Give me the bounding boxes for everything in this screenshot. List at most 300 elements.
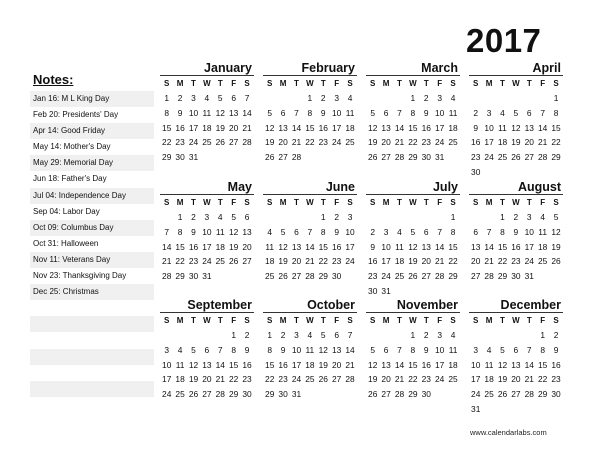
day-cell: 14 bbox=[291, 122, 302, 133]
empty-cell bbox=[509, 91, 522, 106]
day-cell: 19 bbox=[408, 256, 418, 267]
empty-cell bbox=[290, 210, 303, 225]
day-cell: 10 bbox=[434, 107, 445, 118]
note-item bbox=[30, 397, 154, 413]
day-cell: 26 bbox=[511, 152, 521, 163]
weekday-header: S bbox=[553, 316, 559, 325]
day-cell: 2 bbox=[244, 330, 250, 340]
weekday-header: T bbox=[526, 198, 532, 207]
day-cell: 6 bbox=[334, 330, 339, 340]
day-cell: 11 bbox=[215, 226, 225, 237]
day-cell: 15 bbox=[497, 241, 508, 252]
day-cell: 29 bbox=[551, 152, 561, 163]
day-cell: 24 bbox=[162, 389, 172, 400]
day-cell: 15 bbox=[551, 122, 561, 133]
note-item: Jul 04: Independence Day bbox=[30, 188, 154, 204]
day-cell: 28 bbox=[434, 271, 445, 282]
day-cell: 29 bbox=[408, 152, 418, 163]
month-name: January bbox=[204, 61, 252, 75]
day-cell: 7 bbox=[164, 226, 170, 237]
day-cell: 13 bbox=[381, 122, 391, 133]
weekday-header: T bbox=[526, 316, 532, 325]
day-cell: 11 bbox=[448, 344, 458, 355]
day-cell: 12 bbox=[318, 344, 328, 355]
day-cell: 8 bbox=[500, 226, 505, 237]
empty-cell bbox=[366, 91, 379, 106]
day-cell: 5 bbox=[191, 344, 196, 355]
day-cell: 10 bbox=[345, 226, 355, 237]
day-cell: 4 bbox=[397, 226, 402, 237]
day-cell: 12 bbox=[408, 241, 418, 252]
day-cell: 6 bbox=[383, 107, 389, 118]
weekday-header: T bbox=[191, 198, 196, 207]
day-cell: 15 bbox=[228, 359, 239, 370]
day-cell: 17 bbox=[524, 241, 534, 252]
day-cell: 28 bbox=[242, 137, 252, 148]
day-cell: 11 bbox=[498, 122, 507, 133]
empty-cell bbox=[200, 328, 213, 343]
day-cell: 14 bbox=[345, 344, 355, 355]
weekday-header: S bbox=[347, 198, 353, 207]
weekday-header: T bbox=[397, 316, 402, 325]
day-cell: 14 bbox=[394, 122, 405, 133]
note-item bbox=[30, 300, 154, 316]
day-cell: 24 bbox=[381, 271, 391, 282]
day-cell: 26 bbox=[368, 152, 378, 163]
day-cell: 29 bbox=[448, 271, 458, 282]
month-november bbox=[366, 298, 460, 402]
empty-cell bbox=[187, 328, 200, 343]
day-cell: 26 bbox=[318, 374, 328, 385]
year-title: 2017 bbox=[466, 22, 542, 59]
weekday-header: F bbox=[231, 198, 237, 207]
day-cell: 24 bbox=[484, 152, 494, 163]
empty-cell bbox=[496, 91, 509, 106]
day-cell: 8 bbox=[410, 344, 416, 355]
day-cell: 7 bbox=[526, 344, 532, 355]
day-cell: 2 bbox=[553, 330, 559, 340]
day-cell: 8 bbox=[540, 344, 545, 355]
month-name: October bbox=[307, 298, 355, 312]
day-cell: 29 bbox=[175, 271, 185, 282]
day-cell: 25 bbox=[305, 374, 315, 385]
weekday-header: M bbox=[176, 198, 184, 207]
day-cell: 11 bbox=[484, 359, 494, 370]
day-cell: 21 bbox=[242, 122, 252, 133]
day-cell: 13 bbox=[381, 359, 391, 370]
day-cell: 9 bbox=[553, 344, 559, 355]
weekday-header: S bbox=[370, 316, 376, 325]
day-cell: 24 bbox=[345, 256, 355, 267]
day-cell: 7 bbox=[397, 107, 402, 118]
day-cell: 10 bbox=[291, 344, 302, 355]
day-cell: 3 bbox=[437, 330, 442, 340]
weekday-header: S bbox=[164, 198, 170, 207]
day-cell: 1 bbox=[320, 212, 326, 222]
empty-cell bbox=[536, 91, 549, 106]
weekday-header: W bbox=[512, 198, 520, 207]
day-cell: 3 bbox=[473, 344, 479, 355]
day-cell: 16 bbox=[318, 122, 328, 133]
weekday-header: S bbox=[267, 198, 273, 207]
weekday-header: F bbox=[334, 198, 340, 207]
footer-url[interactable]: www.calendarlabs.com bbox=[470, 428, 547, 437]
day-cell: 24 bbox=[434, 137, 445, 148]
day-cell: 29 bbox=[318, 271, 328, 282]
day-cell: 12 bbox=[188, 359, 199, 370]
day-cell: 16 bbox=[471, 137, 481, 148]
day-cell: 13 bbox=[471, 241, 481, 252]
day-cell: 18 bbox=[215, 241, 225, 252]
day-cell: 30 bbox=[368, 285, 378, 296]
weekday-header: T bbox=[217, 198, 223, 207]
day-cell: 10 bbox=[381, 241, 391, 252]
day-cell: 4 bbox=[486, 344, 492, 355]
day-cell: 2 bbox=[370, 226, 376, 237]
month-name: April bbox=[532, 61, 561, 75]
day-cell: 22 bbox=[408, 374, 418, 385]
empty-cell bbox=[263, 210, 276, 225]
day-cell: 3 bbox=[294, 330, 299, 340]
day-cell: 27 bbox=[331, 374, 342, 385]
day-cell: 2 bbox=[177, 93, 183, 103]
day-cell: 6 bbox=[473, 226, 479, 237]
weekday-header: S bbox=[473, 79, 479, 88]
day-cell: 20 bbox=[242, 241, 252, 252]
day-cell: 26 bbox=[408, 271, 418, 282]
day-cell: 17 bbox=[471, 374, 481, 385]
day-cell: 1 bbox=[540, 330, 545, 340]
day-cell: 5 bbox=[410, 226, 416, 237]
day-cell: 26 bbox=[265, 152, 275, 163]
day-cell: 9 bbox=[370, 241, 376, 252]
day-cell: 17 bbox=[345, 241, 355, 252]
day-cell: 11 bbox=[305, 344, 315, 355]
month-name: February bbox=[301, 61, 355, 75]
day-cell: 27 bbox=[291, 271, 302, 282]
day-cell: 18 bbox=[497, 137, 508, 148]
empty-cell bbox=[160, 210, 173, 225]
day-cell: 21 bbox=[345, 359, 355, 370]
empty-cell bbox=[406, 210, 419, 225]
day-cell: 30 bbox=[471, 166, 481, 177]
weekday-header: S bbox=[164, 316, 170, 325]
day-cell: 7 bbox=[217, 344, 223, 355]
weekday-header: W bbox=[409, 79, 417, 88]
day-cell: 7 bbox=[294, 107, 299, 118]
day-cell: 14 bbox=[162, 241, 172, 252]
note-item: Oct 09: Columbus Day bbox=[30, 220, 154, 236]
day-cell: 3 bbox=[437, 93, 442, 103]
day-cell: 10 bbox=[331, 107, 342, 118]
day-cell: 23 bbox=[511, 256, 521, 267]
day-grid bbox=[366, 195, 460, 299]
day-cell: 13 bbox=[524, 122, 534, 133]
weekday-header: T bbox=[397, 198, 402, 207]
month-name: September bbox=[187, 298, 252, 312]
day-cell: 17 bbox=[434, 359, 445, 370]
empty-cell bbox=[160, 328, 173, 343]
day-cell: 11 bbox=[202, 107, 212, 118]
month-july bbox=[366, 180, 460, 299]
day-cell: 28 bbox=[291, 152, 302, 163]
day-grid bbox=[469, 76, 563, 180]
weekday-header: S bbox=[370, 79, 376, 88]
day-cell: 19 bbox=[188, 374, 199, 385]
day-cell: 19 bbox=[278, 256, 288, 267]
weekday-header: S bbox=[244, 316, 250, 325]
day-cell: 26 bbox=[551, 256, 561, 267]
day-cell: 13 bbox=[242, 226, 252, 237]
weekday-header: M bbox=[485, 198, 493, 207]
day-cell: 9 bbox=[423, 344, 429, 355]
month-name: March bbox=[421, 61, 458, 75]
note-item: Apr 14: Good Friday bbox=[30, 123, 154, 139]
weekday-header: S bbox=[450, 316, 456, 325]
day-cell: 15 bbox=[408, 122, 418, 133]
empty-cell bbox=[482, 210, 495, 225]
day-cell: 6 bbox=[231, 93, 236, 103]
day-cell: 17 bbox=[291, 359, 302, 370]
day-cell: 27 bbox=[471, 271, 481, 282]
day-cell: 22 bbox=[162, 137, 172, 148]
day-cell: 19 bbox=[228, 241, 239, 252]
day-cell: 11 bbox=[175, 359, 185, 370]
day-cell: 21 bbox=[524, 374, 534, 385]
day-cell: 4 bbox=[450, 330, 456, 340]
day-cell: 20 bbox=[511, 374, 521, 385]
day-cell: 30 bbox=[421, 152, 431, 163]
day-cell: 29 bbox=[228, 389, 239, 400]
note-item: Nov 23: Thanksgiving Day bbox=[33, 271, 127, 281]
weekday-header: F bbox=[437, 316, 443, 325]
empty-cell bbox=[469, 210, 482, 225]
day-cell: 7 bbox=[486, 226, 492, 237]
day-cell: 6 bbox=[244, 212, 250, 222]
weekday-header: S bbox=[473, 198, 479, 207]
day-cell: 1 bbox=[500, 212, 505, 222]
weekday-header: S bbox=[347, 79, 353, 88]
day-cell: 25 bbox=[345, 137, 355, 148]
weekday-header: S bbox=[164, 79, 170, 88]
day-cell: 15 bbox=[265, 359, 275, 370]
day-cell: 5 bbox=[231, 212, 236, 222]
day-cell: 25 bbox=[497, 152, 508, 163]
day-cell: 20 bbox=[291, 256, 302, 267]
day-cell: 27 bbox=[228, 137, 239, 148]
day-cell: 22 bbox=[175, 256, 185, 267]
day-cell: 3 bbox=[191, 93, 196, 103]
day-cell: 25 bbox=[202, 137, 212, 148]
day-cell: 18 bbox=[484, 374, 494, 385]
day-cell: 2 bbox=[191, 212, 196, 222]
day-cell: 6 bbox=[294, 226, 299, 237]
day-cell: 19 bbox=[318, 359, 328, 370]
day-cell: 8 bbox=[553, 107, 559, 118]
weekday-header: F bbox=[231, 79, 237, 88]
day-cell: 18 bbox=[394, 256, 405, 267]
day-cell: 31 bbox=[471, 403, 481, 414]
empty-cell bbox=[393, 210, 406, 225]
empty-cell bbox=[276, 210, 289, 225]
empty-cell bbox=[393, 91, 406, 106]
weekday-header: T bbox=[217, 79, 223, 88]
day-cell: 11 bbox=[395, 241, 404, 252]
day-cell: 26 bbox=[497, 389, 508, 400]
empty-cell bbox=[523, 328, 536, 343]
note-item bbox=[30, 381, 154, 397]
weekday-header: T bbox=[397, 79, 402, 88]
day-cell: 24 bbox=[202, 256, 212, 267]
day-cell: 13 bbox=[278, 122, 288, 133]
weekday-header: T bbox=[423, 79, 429, 88]
day-cell: 24 bbox=[471, 389, 481, 400]
day-cell: 22 bbox=[318, 256, 328, 267]
day-cell: 18 bbox=[305, 359, 315, 370]
day-cell: 9 bbox=[244, 344, 250, 355]
empty-cell bbox=[420, 210, 433, 225]
note-item: Nov 11: Veterans Day bbox=[30, 252, 154, 268]
day-cell: 30 bbox=[278, 389, 288, 400]
day-cell: 5 bbox=[553, 212, 559, 222]
day-cell: 20 bbox=[471, 256, 481, 267]
day-cell: 1 bbox=[450, 212, 456, 222]
day-cell: 5 bbox=[370, 107, 376, 118]
day-cell: 26 bbox=[188, 389, 199, 400]
day-cell: 8 bbox=[164, 107, 170, 118]
day-cell: 18 bbox=[202, 122, 212, 133]
empty-cell bbox=[366, 210, 379, 225]
day-cell: 16 bbox=[368, 256, 378, 267]
day-cell: 21 bbox=[434, 256, 445, 267]
day-cell: 9 bbox=[280, 344, 286, 355]
day-cell: 8 bbox=[307, 107, 313, 118]
day-cell: 29 bbox=[497, 271, 508, 282]
note-item bbox=[30, 349, 154, 365]
empty-cell bbox=[263, 91, 276, 106]
day-cell: 3 bbox=[383, 226, 389, 237]
day-cell: 16 bbox=[421, 122, 431, 133]
day-cell: 28 bbox=[524, 389, 534, 400]
day-cell: 18 bbox=[265, 256, 275, 267]
day-cell: 20 bbox=[381, 137, 391, 148]
day-cell: 22 bbox=[497, 256, 508, 267]
day-cell: 28 bbox=[215, 389, 225, 400]
day-cell: 3 bbox=[164, 344, 170, 355]
day-cell: 15 bbox=[408, 359, 418, 370]
day-cell: 17 bbox=[381, 256, 391, 267]
day-cell: 27 bbox=[278, 152, 288, 163]
day-grid bbox=[160, 313, 254, 402]
day-cell: 16 bbox=[511, 241, 521, 252]
day-cell: 30 bbox=[331, 271, 342, 282]
day-cell: 2 bbox=[334, 212, 339, 222]
day-cell: 14 bbox=[394, 359, 405, 370]
day-cell: 30 bbox=[175, 152, 185, 163]
day-cell: 30 bbox=[188, 271, 199, 282]
day-cell: 9 bbox=[513, 226, 519, 237]
empty-cell bbox=[469, 91, 482, 106]
day-cell: 23 bbox=[551, 374, 561, 385]
day-cell: 11 bbox=[265, 241, 275, 252]
day-cell: 5 bbox=[280, 226, 286, 237]
day-cell: 1 bbox=[553, 93, 559, 103]
notes-title: Notes: bbox=[33, 72, 74, 87]
day-cell: 18 bbox=[175, 374, 185, 385]
weekday-header: M bbox=[279, 316, 287, 325]
day-cell: 23 bbox=[188, 256, 199, 267]
weekday-header: T bbox=[294, 79, 299, 88]
day-cell: 31 bbox=[291, 389, 302, 400]
day-grid bbox=[469, 195, 563, 284]
day-cell: 14 bbox=[242, 107, 252, 118]
day-cell: 4 bbox=[177, 344, 183, 355]
empty-cell bbox=[303, 210, 316, 225]
weekday-header: F bbox=[540, 79, 546, 88]
month-name: May bbox=[227, 180, 252, 194]
day-cell: 14 bbox=[215, 359, 225, 370]
day-cell: 19 bbox=[368, 374, 378, 385]
day-cell: 14 bbox=[537, 122, 548, 133]
weekday-header: T bbox=[423, 198, 429, 207]
day-cell: 4 bbox=[450, 93, 456, 103]
month-april bbox=[469, 61, 563, 180]
day-cell: 12 bbox=[278, 241, 288, 252]
day-cell: 7 bbox=[307, 226, 313, 237]
day-cell: 1 bbox=[177, 212, 183, 222]
day-cell: 22 bbox=[408, 137, 418, 148]
empty-cell bbox=[509, 328, 522, 343]
day-cell: 27 bbox=[524, 152, 534, 163]
empty-cell bbox=[173, 328, 186, 343]
note-item: Jun 18: Father's Day bbox=[33, 174, 107, 184]
day-cell: 14 bbox=[305, 241, 315, 252]
weekday-header: W bbox=[409, 316, 417, 325]
day-cell: 12 bbox=[368, 122, 378, 133]
empty-cell bbox=[366, 328, 379, 343]
day-cell: 15 bbox=[318, 241, 328, 252]
day-cell: 29 bbox=[162, 152, 172, 163]
day-cell: 24 bbox=[524, 256, 534, 267]
day-cell: 17 bbox=[202, 241, 212, 252]
day-cell: 23 bbox=[471, 152, 481, 163]
day-cell: 31 bbox=[524, 271, 534, 282]
weekday-header: M bbox=[279, 79, 287, 88]
day-grid bbox=[263, 76, 357, 165]
day-cell: 5 bbox=[267, 107, 273, 118]
day-cell: 1 bbox=[231, 330, 236, 340]
day-cell: 13 bbox=[331, 344, 342, 355]
day-cell: 1 bbox=[164, 93, 170, 103]
weekday-header: S bbox=[370, 198, 376, 207]
day-cell: 5 bbox=[370, 344, 376, 355]
weekday-header: F bbox=[231, 316, 237, 325]
day-cell: 9 bbox=[473, 122, 479, 133]
weekday-header: W bbox=[306, 198, 314, 207]
note-item: Sep 04: Labor Day bbox=[33, 206, 100, 216]
day-cell: 25 bbox=[215, 256, 225, 267]
day-cell: 17 bbox=[162, 374, 172, 385]
day-cell: 12 bbox=[551, 226, 561, 237]
day-cell: 23 bbox=[421, 137, 431, 148]
day-cell: 5 bbox=[500, 344, 505, 355]
day-cell: 12 bbox=[215, 107, 225, 118]
day-cell: 18 bbox=[537, 241, 548, 252]
day-cell: 14 bbox=[434, 241, 445, 252]
day-cell: 18 bbox=[448, 122, 458, 133]
day-cell: 25 bbox=[484, 389, 494, 400]
weekday-header: T bbox=[294, 316, 299, 325]
